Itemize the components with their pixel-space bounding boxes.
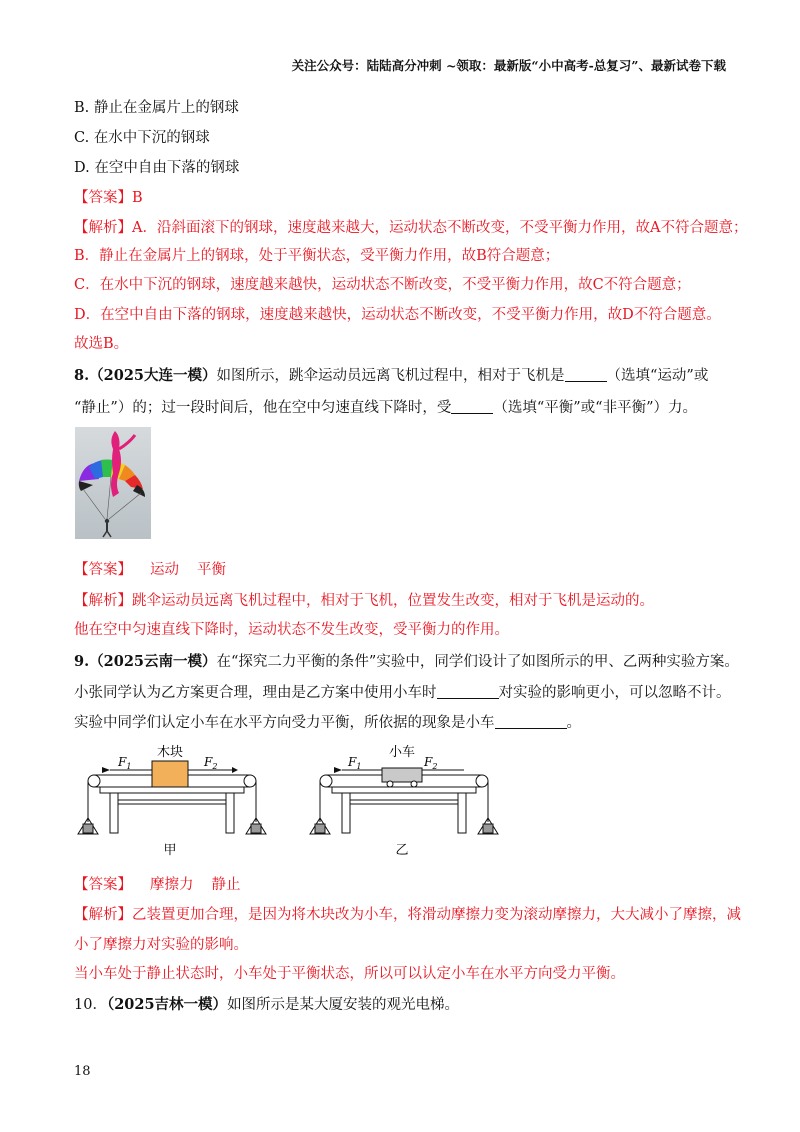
question-number: 10． (74, 997, 107, 1013)
analysis-text: A．沿斜面滚下的钢球，速度越来越大，运动状态不断改变，不受平衡力作用，故A不符合题意； (132, 220, 748, 236)
q7-analysis-2: B．静止在金属片上的钢球，处于平衡状态，受平衡力作用，故B符合题意； (74, 248, 560, 264)
force-f1-label-yi: $F_1$ (348, 755, 362, 771)
q7-analysis-4: D．在空中自由下落的钢球，速度越来越快，运动状态不断改变，不受平衡力作用，故D不符合题意。 (74, 307, 721, 323)
cart-label: 小车 (388, 745, 416, 760)
q9-text: 在“探究二力平衡的条件”实验中，同学们设计了如图所示的甲、乙两种实验方案。 (216, 654, 739, 670)
q8-analysis-1 (74, 591, 654, 611)
q9-answer (74, 875, 241, 895)
q8-stem-line-2 (74, 398, 697, 418)
question-number: 9. (74, 653, 90, 670)
answer-value: 运动 (150, 562, 179, 578)
q9-analysis-1 (74, 905, 741, 925)
small-cart (382, 768, 422, 787)
analysis-tag: 【解析】 (74, 593, 132, 609)
answer-value: 平衡 (197, 562, 226, 578)
question-source: （2025云南一模） (89, 653, 217, 670)
q9-text: 小张同学认为乙方案更合理，理由是乙方案中使用小车时 (74, 685, 437, 701)
q7-analysis-3: C．在水中下沉的钢球，速度越来越快，运动状态不断改变，不受平衡力作用，故C不符合题意； (74, 277, 691, 293)
q9-analysis-2: 小了摩擦力对实验的影响。 (74, 937, 248, 953)
answer-blank (437, 684, 499, 699)
caption-jia: 甲 (163, 843, 177, 858)
q8-text: “静止”）的；过一段时间后，他在空中匀速直线下降时，受 (74, 400, 452, 416)
q7-analysis-5: 故选B。 (74, 336, 129, 352)
q9-stem-line-1 (74, 652, 739, 672)
answer-blank (565, 367, 607, 382)
answer-tag: 【答案】 (74, 877, 132, 893)
force-f2-label-yi: $F_2$ (424, 755, 438, 771)
setup-yi (310, 775, 498, 834)
q8-analysis-2: 他在空中匀速直线下降时，运动状态不发生改变，受平衡力的作用。 (74, 622, 509, 638)
question-source: （2025大连一模） (89, 367, 217, 384)
wood-block (152, 761, 188, 787)
parachute-photo (75, 427, 151, 539)
answer-value: B (132, 190, 143, 206)
answer-value: 静止 (211, 877, 241, 893)
q10-stem (74, 995, 459, 1015)
q9-stem-line-2 (74, 683, 731, 703)
q9-analysis-3: 当小车处于静止状态时，小车处于平衡状态，所以可以认定小车在水平方向受力平衡。 (74, 966, 625, 982)
answer-blank (495, 714, 567, 729)
analysis-tag: 【解析】 (74, 907, 132, 923)
answer-tag: 【答案】 (74, 190, 132, 206)
answer-tag: 【答案】 (74, 562, 132, 578)
q9-text: 。 (566, 715, 581, 731)
q10-text: 如图所示是某大厦安装的观光电梯。 (227, 997, 460, 1013)
experiment-diagram (72, 742, 438, 862)
q7-answer (74, 188, 143, 208)
option-b: B. 静止在金属片上的钢球 (74, 100, 239, 116)
answer-value: 摩擦力 (150, 877, 194, 893)
q8-text: （选填“运动”或 (606, 368, 709, 384)
caption-yi: 乙 (395, 843, 409, 858)
question-number: 8. (74, 367, 90, 384)
analysis-text: 乙装置更加合理，是因为将木块改为小车，将滑动摩擦力变为滚动摩擦力，大大减小了摩擦，减 (132, 907, 741, 923)
force-f1-label: $F_1$ (118, 755, 132, 771)
skydiver-image (75, 427, 151, 539)
question-source: （2025吉林一模） (106, 996, 228, 1013)
analysis-tag: 【解析】 (74, 220, 132, 236)
answer-blank (451, 399, 493, 414)
q9-stem-line-3 (74, 713, 581, 733)
q8-stem-line-1 (74, 366, 708, 386)
option-c: C. 在水中下沉的钢球 (74, 130, 210, 146)
page-number: 18 (74, 1064, 91, 1079)
q8-answer (74, 560, 226, 580)
q9-text: 实验中同学们认定小车在水平方向受力平衡，所依据的现象是小车 (74, 715, 495, 731)
page-header: 关注公众号：陆陆高分冲刺 ~领取：最新版“小中高考-总复习”、最新试卷下载 (291, 58, 726, 73)
option-d: D. 在空中自由下落的钢球 (74, 160, 240, 176)
q9-text: 对实验的影响更小，可以忽略不计。 (498, 685, 731, 701)
analysis-text: 跳伞运动员远离飞机过程中，相对于飞机，位置发生改变，相对于飞机是运动的。 (132, 593, 654, 609)
q8-text: 如图所示，跳伞运动员远离飞机过程中，相对于飞机是 (216, 368, 565, 384)
force-f2-label: $F_2$ (204, 755, 218, 771)
wood-block-label: 木块 (156, 745, 184, 760)
q7-analysis-1 (74, 218, 747, 238)
q8-text: （选填“平衡”或“非平衡”）力。 (493, 400, 697, 416)
